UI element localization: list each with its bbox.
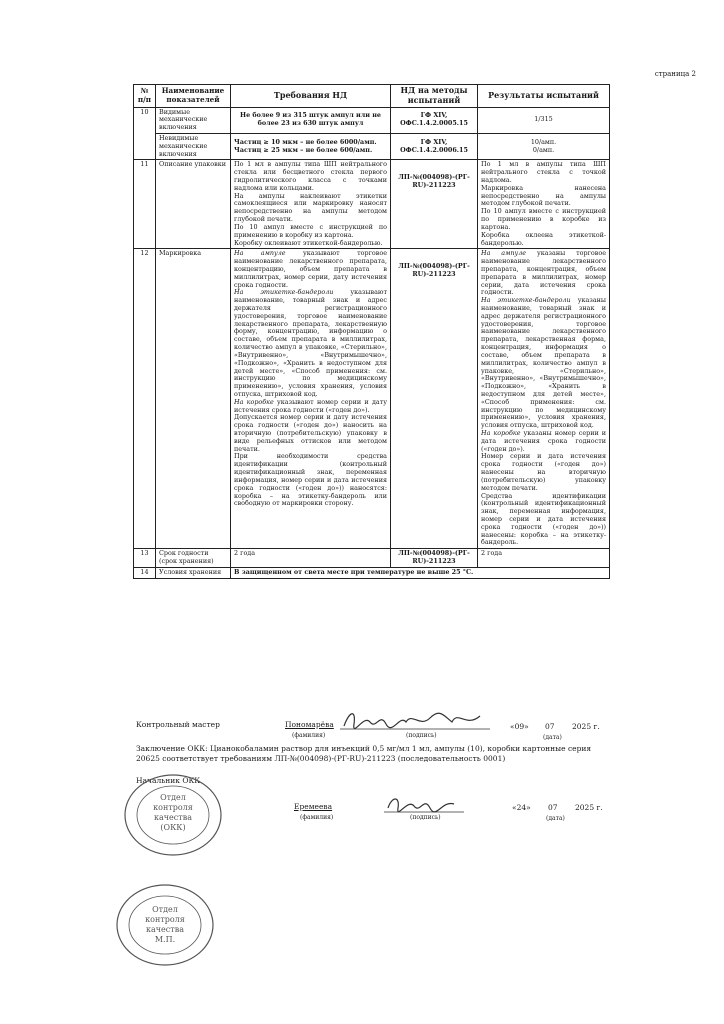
req-paragraph <box>234 289 387 398</box>
header-requirements: Требования НД <box>231 85 391 108</box>
req-text: указывают наименование, товарный знак и адрес держателя регистрационного удостоверения, торговое наименование лекарственного препарата, лекарственную форму, концентрацию, информацию о составе, объем препарата в миллилитрах, количество ампул в упаковке, «Стерильно», «Внутривенно», «Внутримышечно», «Подкожно», «Хранить в недоступном для детей месте», «Способ применения: см. инструкцию по медицинскому применению», условия хранения, условия отпуска, штриховой код. <box>234 288 387 398</box>
req-paragraph: На ампулы наклеивают этикетки самоклеящиеся или маркировку наносят непосредственно на ампулы методом глубокой печати. <box>234 191 387 224</box>
head-signature-image <box>384 794 464 816</box>
header-num: № п/п <box>134 85 156 108</box>
head-date-month: 07 <box>548 803 558 812</box>
master-signature-caption: (подпись) <box>406 732 437 739</box>
row-number: 13 <box>134 549 156 568</box>
row-requirements: Не более 9 из 315 штук ампул или не более 23 из 630 штук ампул <box>231 107 391 133</box>
req-paragraph: При необходимости средства идентификации (контрольный идентификационный знак, переменная информация, номер серии и дата истечения срока годности («годен до»)) наносятся: коробка – на этикетку-бандероль или свободную от маркировки сторону. <box>234 452 387 508</box>
header-name: Наименование показателей <box>156 85 231 108</box>
stamp-line: (ОКК) <box>160 823 186 832</box>
req-line: Частиц ≥ 25 мкм – не более 600/амп. <box>234 145 373 154</box>
req-paragraph: Коробку оклеивают этикеткой-бандеролью. <box>234 238 383 247</box>
result-italic-lead: На ампуле <box>481 249 527 258</box>
row-requirements <box>231 133 391 159</box>
result-paragraph <box>481 430 606 453</box>
req-paragraph <box>234 399 387 415</box>
req-italic-lead: На коробке <box>234 397 274 406</box>
table-row <box>134 249 610 549</box>
table-row <box>134 107 610 133</box>
stamp-line: Отдел <box>160 793 186 802</box>
master-date-day: «09» <box>510 722 529 731</box>
row-method: ЛП-№(004098)-(РГ-RU)-211223 <box>391 160 478 249</box>
row-number: 14 <box>134 567 156 578</box>
table-header-row <box>134 85 610 108</box>
stamp-line: М.П. <box>154 935 176 944</box>
head-date-day: «24» <box>512 803 531 812</box>
head-date-caption: (дата) <box>546 815 565 822</box>
table-row <box>134 133 610 159</box>
req-italic-lead: На ампуле <box>234 249 286 258</box>
row-method: ГФ XIV, ОФС.1.4.2.0005.15 <box>391 107 478 133</box>
req-paragraph: По 1 мл в ампулы типа ШП нейтрального стекла или бесцветного стекла первого гидролитического класса с точками надлома или кольцами. <box>234 160 387 192</box>
result-paragraph: Маркировка нанесена непосредственно на ампулы методом глубокой печати. <box>481 183 606 208</box>
req-text: указывают номер серии и дату истечения срока годности («годен до»). <box>234 397 387 414</box>
result-paragraph: По 10 ампул вместе с инструкцией по применению в коробке из картона. <box>481 207 606 231</box>
master-date-year: 2025 г. <box>572 722 600 731</box>
req-text: указывают торговое наименование лекарственного препарата, концентрацию, объем препарата в миллилитрах, номер серии, дату истечения срока годности. <box>234 249 387 289</box>
master-surname-caption: (фамилия) <box>292 732 326 739</box>
head-date-year: 2025 г. <box>575 803 603 812</box>
qc-stamp-image-2 <box>110 880 220 970</box>
master-date-month: 07 <box>545 722 555 731</box>
row-number: 11 <box>134 160 156 249</box>
table-row <box>134 160 610 249</box>
req-italic-lead: На этикетке-бандероли <box>234 288 334 297</box>
master-date-caption: (дата) <box>543 734 562 741</box>
table-row <box>134 567 610 578</box>
master-surname: Пономарёва <box>285 720 334 729</box>
row-name: Невидимые механические включения <box>156 133 231 159</box>
row-number: 12 <box>134 249 156 549</box>
row-number: 10 <box>134 107 156 160</box>
test-results-table <box>133 84 610 579</box>
result-italic-lead: На коробке <box>481 429 521 437</box>
head-surname-caption: (фамилия) <box>300 814 334 821</box>
row-name: Видимые механические включения <box>156 107 231 133</box>
header-results: Результаты испытаний <box>478 85 610 108</box>
stamp-line: качества <box>154 813 192 822</box>
head-label: Начальник ОКК <box>136 776 201 785</box>
row-requirements: В защищенном от света месте при температуре не выше 25 °С. <box>231 567 610 578</box>
stamp-line: Отдел <box>152 905 178 914</box>
table-row <box>134 549 610 568</box>
req-paragraph: По 10 ампул вместе с инструкцией по применению в коробку из картона. <box>234 222 387 239</box>
row-result <box>478 160 610 249</box>
result-paragraph <box>481 250 606 297</box>
qc-conclusion: Заключение ОКК: Цианокобаламин раствор для инъекций 0,5 мг/мл 1 мл, ампулы (10), коробки картонные серия 20625 соответствует требованиям ЛП-№(004098)-(РГ-RU)-211223 (последовательность 0001) <box>136 744 592 763</box>
row-method: ЛП-№(004098)-(РГ-RU)-211223 <box>391 549 478 568</box>
stamp-line: качества <box>146 925 184 934</box>
result-paragraph: Номер серии и дата истечения срока годности («годен до») нанесены на вторичную (потребительскую) упаковку методом печати. <box>481 452 606 492</box>
row-result <box>478 249 610 549</box>
result-paragraph: Коробка оклеена этикеткой-бандеролью. <box>481 230 606 247</box>
result-paragraph: По 1 мл в ампулы типа ШП нейтрального стекла с точкой надлома. <box>481 160 606 184</box>
row-name: Срок годности (срок хранения) <box>156 549 231 568</box>
row-name: Маркировка <box>156 249 231 549</box>
row-requirements <box>231 160 391 249</box>
result-text: указаны торговое наименование лекарственного препарата, концентрация, объем препарата в миллилитрах, номер серии, дата истечения срока годности. <box>481 249 606 297</box>
result-paragraph <box>481 297 606 430</box>
header-method: НД на методы испытаний <box>391 85 478 108</box>
qc-stamp-image <box>118 770 228 860</box>
page-number: страница 2 <box>654 70 696 78</box>
row-result <box>478 133 610 159</box>
row-method: ГФ XIV, ОФС.1.4.2.0006.15 <box>391 133 478 159</box>
row-requirements <box>231 249 391 549</box>
row-name: Условия хранения <box>156 567 231 578</box>
req-paragraph <box>234 250 387 289</box>
result-line: 10/амп. <box>530 137 557 146</box>
row-method: ЛП-№(004098)-(РГ-RU)-211223 <box>391 249 478 549</box>
row-name: Описание упаковки <box>156 160 231 249</box>
result-line: 0/амп. <box>532 145 555 154</box>
head-signature-caption: (подпись) <box>410 814 441 821</box>
row-requirements: 2 года <box>231 549 391 568</box>
master-signature-image <box>340 708 490 732</box>
result-text: указаны наименование, товарный знак и адрес держателя регистрационного удостоверения, торговое наименование лекарственного препарата, лекарственная форма, концентрация, информация о составе, объем препарата в миллилитрах, количество ампул в упаковке, «Стерильно», «Внутривенно», «Внутримышечно», «Подкожно», «Хранить в недоступном для детей месте», «Способ применения: см. инструкцию по медицинскому применению», условия хранения, условия отпуска, штриховой код. <box>481 296 606 430</box>
row-result: 1/315 <box>478 107 610 133</box>
master-label: Контрольный мастер <box>136 720 220 729</box>
head-surname: Еремеева <box>294 802 333 811</box>
stamp-line: контроля <box>153 803 193 812</box>
stamp-line: контроля <box>145 915 185 924</box>
result-text: указаны номер серии и дата истечения срока годности («годен до»). <box>481 429 607 453</box>
result-italic-lead: На этикетке-бандероли <box>481 296 571 305</box>
result-paragraph: Средства идентификации (контрольный идентификационный знак, переменная информация, номер серии и дата истечения срока годности («годен до»)) нанесены: коробка – на этикетку-бандероль. <box>481 491 606 547</box>
req-paragraph: Допускается номер серии и дату истечения срока годности («годен до») наносить на вторичную (потребительскую) упаковку в виде рельефных оттисков или методом печати. <box>234 413 387 453</box>
row-result: 2 года <box>478 549 610 568</box>
req-line: Частиц ≥ 10 мкм – не более 6000/амп. <box>234 137 377 146</box>
